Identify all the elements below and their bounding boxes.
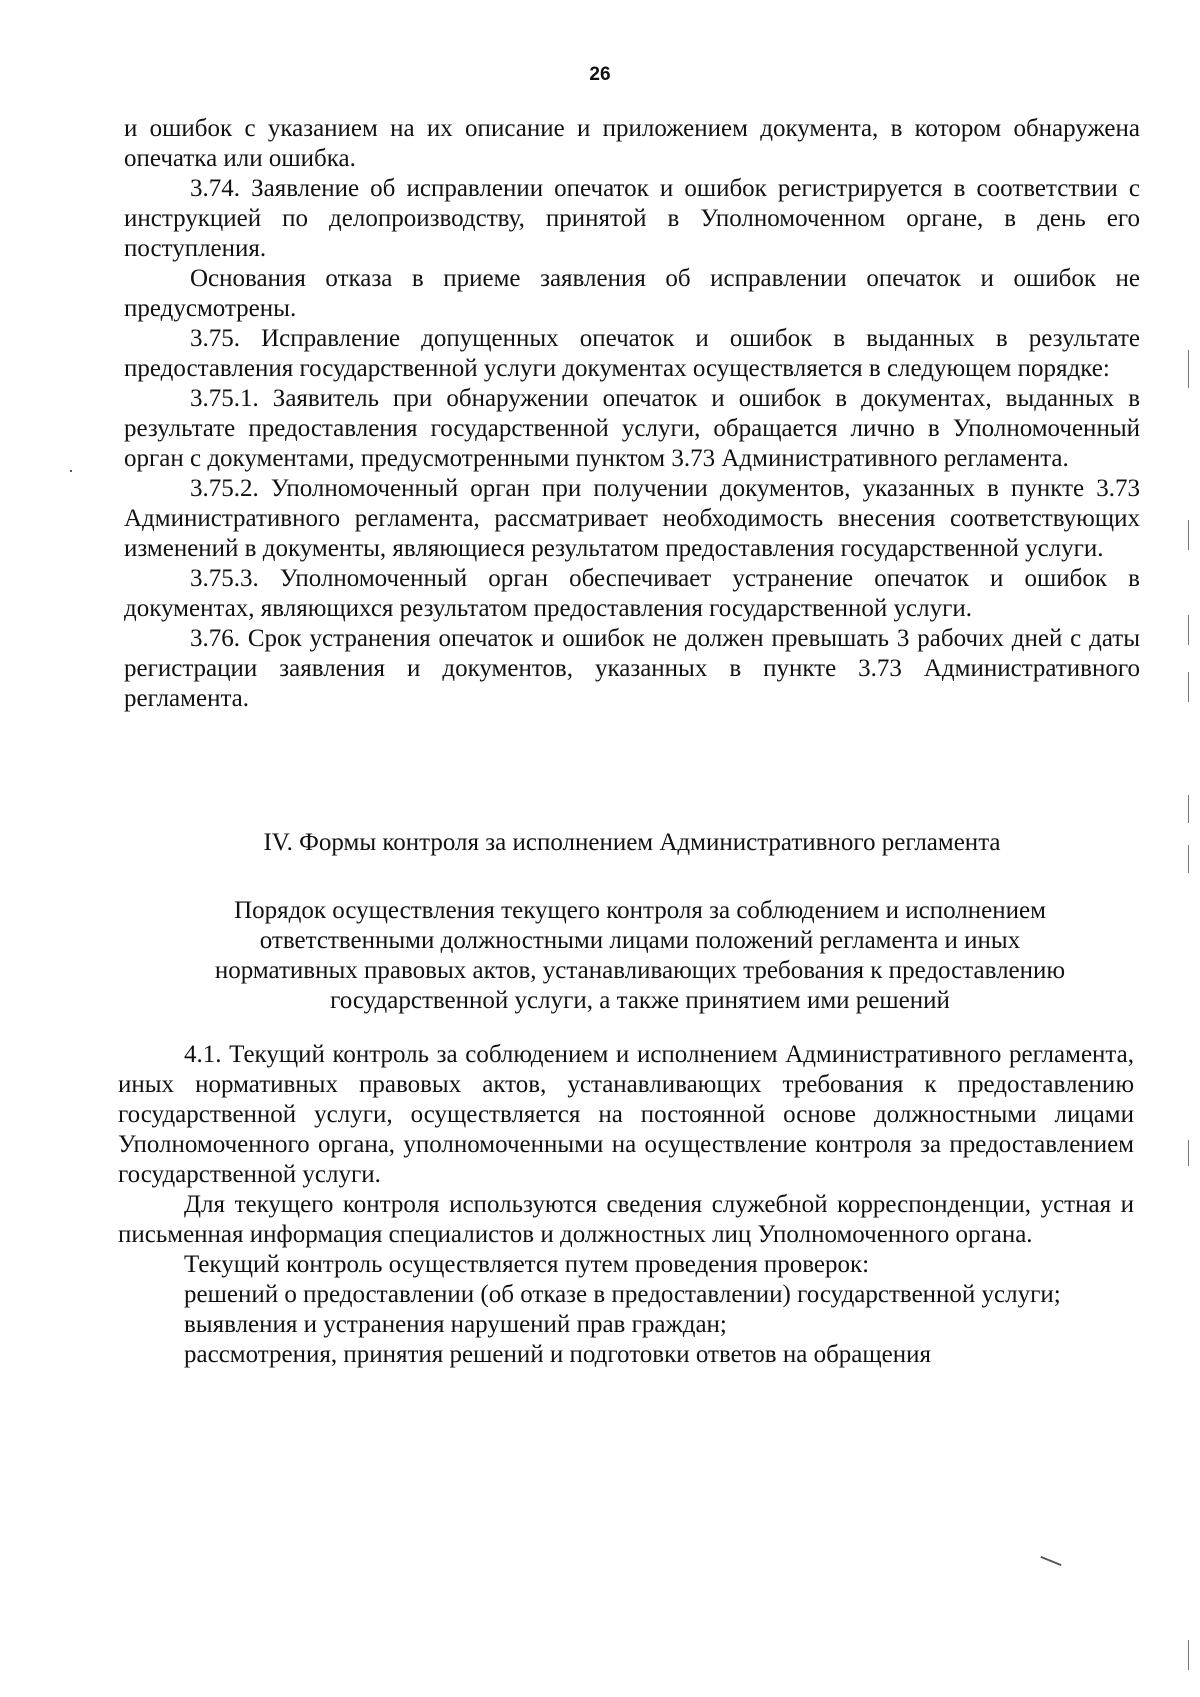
paragraph-check-decisions: решений о предоставлении (об отказе в предоставлении) государственной услуги;: [184, 1281, 1061, 1308]
scan-margin-mark: [1188, 672, 1189, 702]
paragraph-3-75-2: 3.75.2. Уполномоченный орган при получении документов, указанных в пункте 3.73 Административного регламента, рассматривает необходимость внесения соответствующих изменений в документы, являющиеся результатом предоставления государственной услуги.: [124, 475, 1140, 562]
sub-heading: [140, 896, 1140, 1016]
scan-margin-mark: [1188, 1640, 1189, 1670]
scan-margin-mark: [1188, 350, 1189, 388]
sub-heading-line: Порядок осуществления текущего контроля за соблюдением и исполнением: [234, 897, 1046, 924]
scan-speck: [70, 470, 72, 472]
page-number: 26: [589, 64, 611, 85]
sub-heading-line: ответственными должностными лицами положений регламента и иных: [259, 927, 1021, 954]
text-block-section-4: [118, 1040, 1134, 1370]
paragraph-3-76: 3.76. Срок устранения опечаток и ошибок не должен превышать 3 рабочих дней с даты регистрации заявления и документов, указанных в пункте 3.73 Административного регламента.: [124, 625, 1140, 712]
paragraph-checks-intro: Текущий контроль осуществляется путем проведения проверок:: [184, 1251, 870, 1278]
scan-margin-mark: [1188, 845, 1189, 873]
paragraph-check-appeals: рассмотрения, принятия решений и подготовки ответов на обращения: [184, 1341, 932, 1368]
sub-heading-line: нормативных правовых актов, устанавливающих требования к предоставлению: [214, 957, 1066, 984]
paragraph-3-75-3: 3.75.3. Уполномоченный орган обеспечивает устранение опечаток и ошибок в документах, являющихся результатом предоставления государственной услуги.: [124, 565, 1140, 622]
paragraph-check-violations: выявления и устранения нарушений прав граждан;: [184, 1311, 727, 1338]
paragraph-3-74: 3.74. Заявление об исправлении опечаток и ошибок регистрируется в соответствии с инструкцией по делопроизводству, принятой в Уполномоченном органе, в день его поступления.: [124, 175, 1140, 262]
scan-margin-mark: [1188, 520, 1189, 550]
sub-heading-line: государственной услуги, а также принятием ими решений: [330, 987, 950, 1014]
scan-margin-mark: [1188, 1140, 1189, 1166]
section-heading-iv: IV. Формы контроля за исполнением Административного регламента: [263, 829, 1001, 856]
paragraph-3-75-1: 3.75.1. Заявитель при обнаружении опечаток и ошибок в документах, выданных в результате предоставления государственной услуги, обращается лично в Уполномоченный орган с документами, предусмотренными пунктом 3.73 Административного регламента.: [124, 385, 1140, 472]
scan-margin-mark: [1188, 615, 1189, 645]
scan-speck: [1040, 1556, 1061, 1566]
paragraph-refusal-grounds: Основания отказа в приеме заявления об исправлении опечаток и ошибок не предусмотрены.: [124, 265, 1140, 322]
paragraph-info-sources: Для текущего контроля используются сведения служебной корреспонденции, устная и письменная информация специалистов и должностных лиц Уполномоченного органа.: [118, 1191, 1134, 1248]
scan-margin-mark: [1188, 795, 1189, 823]
paragraph-continuation: и ошибок с указанием на их описание и приложением документа, в котором обнаружена опечатка или ошибка.: [124, 115, 1140, 172]
text-block-section-3: [124, 114, 1140, 714]
paragraph-4-1: 4.1. Текущий контроль за соблюдением и исполнением Административного регламента, иных нормативных правовых актов, устанавливающих требования к предоставлению государственной услуги, осуществляется на постоянной основе должностными лицами Уполномоченного органа, уполномоченными на осуществление контроля за предоставлением государственной услуги.: [118, 1041, 1134, 1188]
paragraph-3-75: 3.75. Исправление допущенных опечаток и ошибок в выданных в результате предоставления государственной услуги документах осуществляется в следующем порядке:: [124, 325, 1140, 382]
